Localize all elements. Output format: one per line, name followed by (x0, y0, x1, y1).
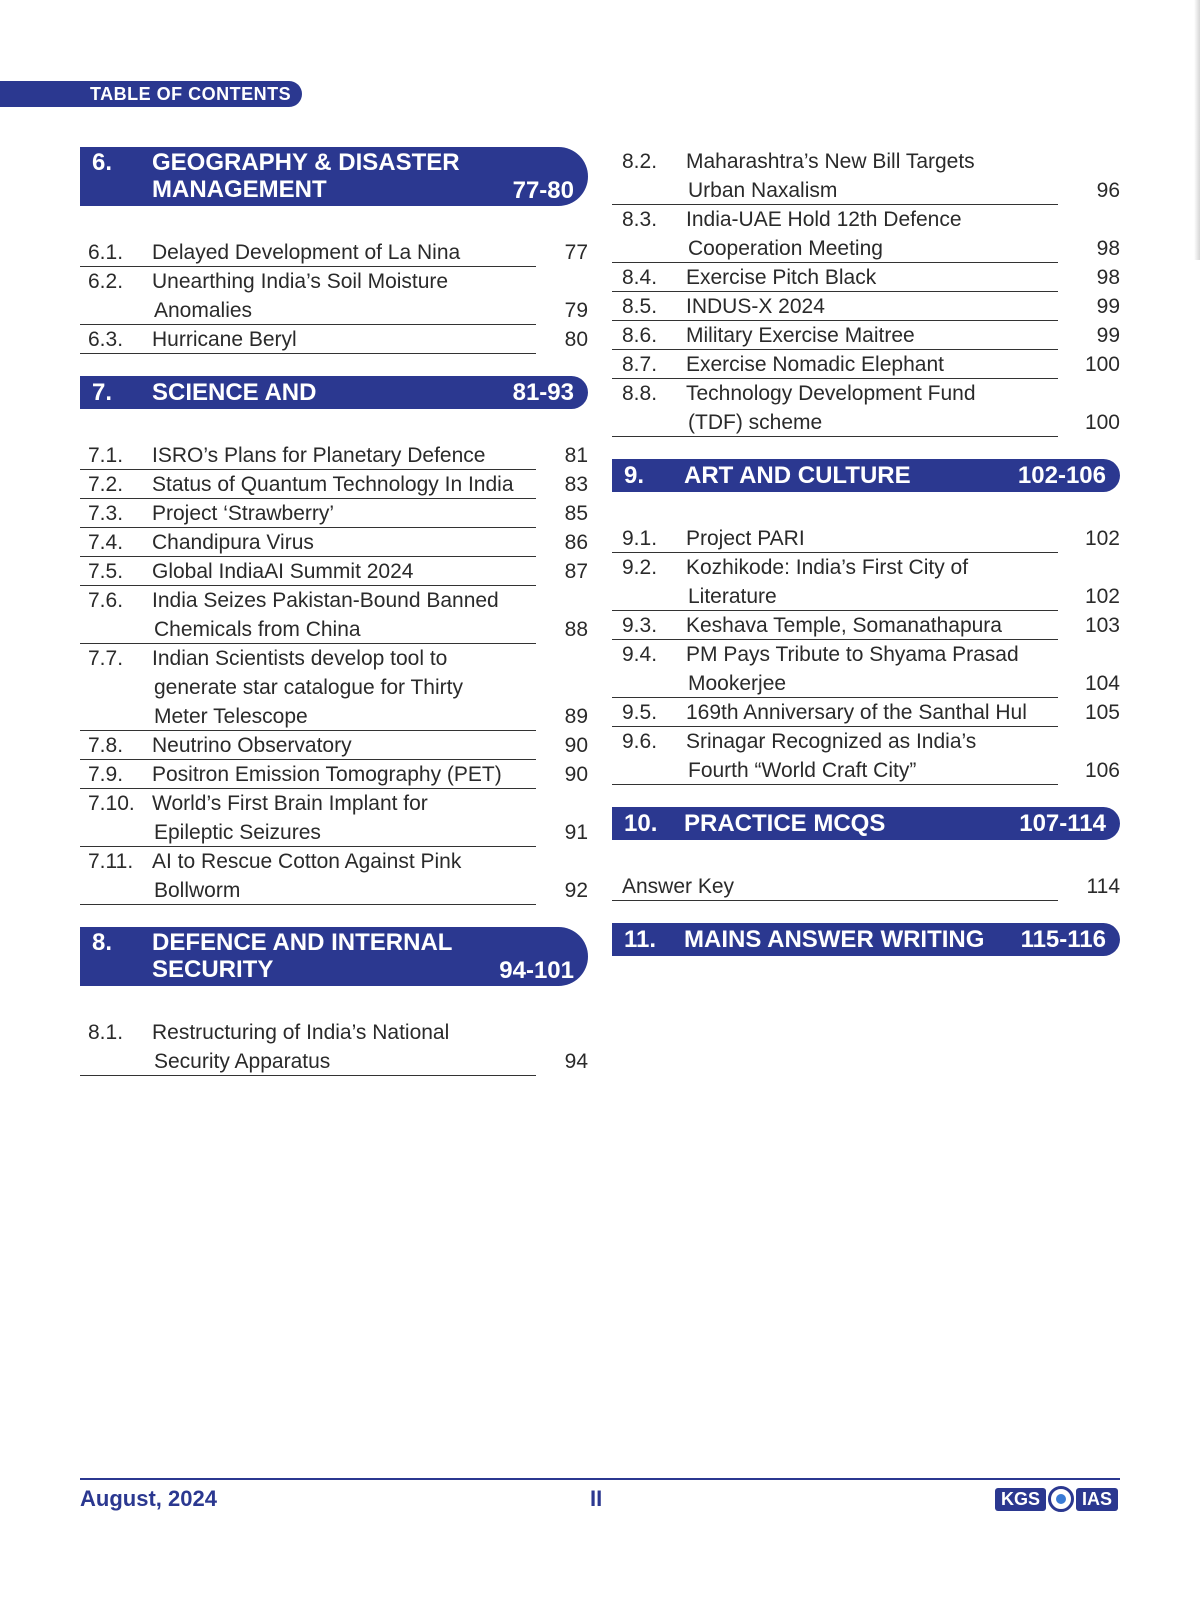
section-number: 11. (624, 926, 657, 953)
entry-page: 94 (564, 1050, 588, 1073)
section-7-entries (80, 441, 588, 905)
toc-entry-8-1[interactable] (80, 1018, 588, 1076)
entry-title: Answer Key (622, 875, 735, 898)
toc-entry-6-3[interactable] (80, 325, 588, 354)
entry-title: Military Exercise Maitree (686, 324, 915, 347)
entry-number: 8.3. (622, 208, 658, 231)
entry-title: Chandipura Virus (152, 531, 314, 554)
entry-title: Status of Quantum Technology In India (152, 473, 514, 496)
entry-title: ISRO’s Plans for Planetary Defence (152, 444, 486, 467)
section-page-range: 81-93 (512, 379, 574, 406)
entry-title: World’s First Brain Implant for (152, 792, 428, 815)
entry-number: 7.3. (88, 502, 124, 525)
entry-title-cont: Meter Telescope (154, 705, 308, 728)
entry-page: 100 (1084, 353, 1120, 376)
entry-title: Exercise Nomadic Elephant (686, 353, 944, 376)
toc-entry-7-4[interactable] (80, 528, 588, 557)
entry-page: 99 (1096, 324, 1120, 347)
section-6-entries (80, 238, 588, 354)
entry-page: 81 (564, 444, 588, 467)
entry-page: 105 (1084, 701, 1120, 724)
entry-page: 85 (564, 502, 588, 525)
entry-title: Exercise Pitch Black (686, 266, 877, 289)
entry-page: 104 (1084, 672, 1120, 695)
entry-title: PM Pays Tribute to Shyama Prasad (686, 643, 1019, 666)
entry-number: 7.1. (88, 444, 124, 467)
entry-number: 8.7. (622, 353, 658, 376)
entry-title-cont: generate star catalogue for Thirty (154, 676, 463, 699)
globe-icon (1048, 1486, 1074, 1512)
entry-page: 89 (564, 705, 588, 728)
entry-number: 8.1. (88, 1021, 124, 1044)
entry-number: 6.1. (88, 241, 124, 264)
entry-rule (612, 900, 1058, 901)
entry-number: 8.4. (622, 266, 658, 289)
section-header-10[interactable] (612, 807, 1120, 840)
section-title: PRACTICE MCQS (684, 810, 886, 837)
toc-entry-6-2[interactable] (80, 267, 588, 325)
entry-page: 96 (1096, 179, 1120, 202)
entry-rule (80, 1075, 536, 1076)
entry-title: Unearthing India’s Soil Moisture (152, 270, 449, 293)
section-title: ART AND CULTURE (684, 462, 911, 489)
entry-title: Indian Scientists develop tool to (152, 647, 448, 670)
section-8-entries (80, 1018, 588, 1076)
section-number: 9. (624, 462, 645, 489)
toc-entry-8-7[interactable] (612, 350, 1120, 379)
entry-number: 7.6. (88, 589, 124, 612)
entry-title: Hurricane Beryl (152, 328, 297, 351)
entry-rule (80, 353, 536, 354)
entry-page: 87 (564, 560, 588, 583)
section-title: MAINS ANSWER WRITING (684, 926, 985, 953)
entry-page: 98 (1096, 237, 1120, 260)
entry-number: 7.2. (88, 473, 124, 496)
entry-page: 98 (1096, 266, 1120, 289)
page-edge-shadow (1194, 0, 1200, 260)
entry-rule (80, 904, 536, 905)
toc-entry-9-5[interactable] (612, 698, 1120, 727)
entry-title: 169th Anniversary of the Santhal Hul (686, 701, 1027, 724)
entry-title: INDUS-X 2024 (686, 295, 825, 318)
right-column (612, 147, 1120, 956)
entry-number: 8.2. (622, 150, 658, 173)
toc-entry-8-2[interactable] (612, 147, 1120, 205)
toc-entry-8-4[interactable] (612, 263, 1120, 292)
entry-page: 86 (564, 531, 588, 554)
entry-title-cont: Epileptic Seizures (154, 821, 321, 844)
entry-number: 9.3. (622, 614, 658, 637)
entry-number: 7.10. (88, 792, 135, 815)
entry-page: 80 (564, 328, 588, 351)
toc-entry-7-8[interactable] (80, 731, 588, 760)
section-page-range: 115-116 (1020, 926, 1106, 953)
entry-title: Project ‘Strawberry’ (152, 502, 335, 525)
entry-page: 100 (1084, 411, 1120, 434)
entry-page: 79 (564, 299, 588, 322)
section-number: 10. (624, 810, 658, 837)
entry-title: AI to Rescue Cotton Against Pink (152, 850, 462, 873)
footer-divider (80, 1478, 1120, 1480)
entry-number: 9.2. (622, 556, 658, 579)
section-title: GEOGRAPHY & DISASTER MANAGEMENT (152, 149, 460, 203)
entry-number: 8.6. (622, 324, 658, 347)
entry-number: 9.4. (622, 643, 658, 666)
entry-number: 6.2. (88, 270, 124, 293)
entry-page: 106 (1084, 759, 1120, 782)
section-number: 7. (92, 379, 113, 406)
entry-number: 8.5. (622, 295, 658, 318)
footer-page-number: II (590, 1486, 603, 1511)
entry-page: 102 (1084, 585, 1120, 608)
entry-title-cont: Literature (688, 585, 777, 608)
entry-title: Neutrino Observatory (152, 734, 352, 757)
toc-entry-8-6[interactable] (612, 321, 1120, 350)
entry-rule (612, 784, 1058, 785)
entry-number: 7.7. (88, 647, 124, 670)
toc-entry-7-2[interactable] (80, 470, 588, 499)
section-header-11[interactable] (612, 923, 1120, 956)
section-title: SCIENCE AND TECHNOLOGY (152, 379, 322, 435)
entry-page: 77 (564, 241, 588, 264)
entry-title-cont: Fourth “World Craft City” (688, 759, 917, 782)
entry-title-cont: Chemicals from China (154, 618, 361, 641)
toc-entry-7-6[interactable] (80, 586, 588, 644)
section-header-7[interactable] (80, 376, 588, 435)
entry-number: 7.11. (88, 850, 134, 873)
section-number: 8. (92, 929, 113, 956)
entry-title: Global IndiaAI Summit 2024 (152, 560, 414, 583)
section-page-range: 107-114 (1019, 810, 1106, 837)
entry-title-cont: Urban Naxalism (688, 179, 838, 202)
entry-title-cont: (TDF) scheme (688, 411, 823, 434)
entry-number: 9.6. (622, 730, 658, 753)
toc-entry-9-2[interactable] (612, 553, 1120, 611)
toc-entry-7-11[interactable] (80, 847, 588, 905)
entry-title: Srinagar Recognized as India’s (686, 730, 977, 753)
toc-entry-9-4[interactable] (612, 640, 1120, 698)
toc-entry-7-1[interactable] (80, 441, 588, 470)
entry-page: 114 (1086, 875, 1120, 898)
entry-number: 6.3. (88, 328, 124, 351)
section-10-entries (612, 872, 1120, 901)
entry-page: 91 (564, 821, 588, 844)
entry-page: 99 (1096, 295, 1120, 318)
section-header-9[interactable] (612, 459, 1120, 492)
entry-title: Delayed Development of La Nina (152, 241, 461, 264)
entry-number: 7.9. (88, 763, 124, 786)
toc-entry-8-8[interactable] (612, 379, 1120, 437)
entry-rule (612, 436, 1058, 437)
entry-page: 88 (564, 618, 588, 641)
entry-page: 83 (564, 473, 588, 496)
entry-number: 9.5. (622, 701, 658, 724)
toc-entry-7-3[interactable] (80, 499, 588, 528)
section-9-entries (612, 524, 1120, 785)
toc-entry-7-5[interactable] (80, 557, 588, 586)
toc-entry-6-1[interactable] (80, 238, 588, 267)
entry-page: 102 (1084, 527, 1120, 550)
toc-entry-9-6[interactable] (612, 727, 1120, 785)
entry-title: Technology Development Fund (686, 382, 976, 405)
left-column (80, 147, 588, 1076)
footer-date: August, 2024 (80, 1486, 217, 1511)
toc-entry-7-7[interactable] (80, 644, 588, 731)
section-title: DEFENCE AND INTERNAL SECURITY (152, 929, 453, 983)
entry-page: 103 (1084, 614, 1120, 637)
logo-right-text: IAS (1076, 1488, 1118, 1511)
section-page-range: 94-101 (499, 957, 574, 984)
kgs-ias-logo (995, 1486, 1118, 1512)
entry-number: 9.1. (622, 527, 658, 550)
entry-title: India Seizes Pakistan-Bound Banned (152, 589, 499, 612)
entry-title: India-UAE Hold 12th Defence (686, 208, 962, 231)
entry-title: Positron Emission Tomography (PET) (152, 763, 502, 786)
entry-title: Kozhikode: India’s First City of (686, 556, 969, 579)
entry-title-cont: Bollworm (154, 879, 241, 902)
toc-entry-9-1[interactable] (612, 524, 1120, 553)
entry-title: Keshava Temple, Somanathapura (686, 614, 1002, 637)
entry-page: 90 (564, 763, 588, 786)
entry-title: Restructuring of India’s National (152, 1021, 450, 1044)
section-page-range: 102-106 (1017, 462, 1106, 489)
toc-entry-answer-key[interactable] (612, 872, 1120, 901)
toc-entry-9-3[interactable] (612, 611, 1120, 640)
entry-page: 92 (564, 879, 588, 902)
section-page-range: 77-80 (512, 177, 574, 204)
entry-title-cont: Security Apparatus (154, 1050, 331, 1073)
toc-entry-7-10[interactable] (80, 789, 588, 847)
section-number: 6. (92, 149, 113, 176)
logo-left-text: KGS (995, 1488, 1046, 1511)
section-header-8[interactable] (80, 927, 588, 986)
table-of-contents-tab: TABLE OF CONTENTS (0, 81, 302, 107)
entry-number: 7.8. (88, 734, 124, 757)
entry-number: 8.8. (622, 382, 658, 405)
entry-title: Project PARI (686, 527, 805, 550)
toc-entry-8-5[interactable] (612, 292, 1120, 321)
entry-page: 90 (564, 734, 588, 757)
toc-entry-8-3[interactable] (612, 205, 1120, 263)
toc-entry-7-9[interactable] (80, 760, 588, 789)
entry-title-cont: Cooperation Meeting (688, 237, 883, 260)
section-8-continued-entries (612, 147, 1120, 437)
entry-number: 7.5. (88, 560, 124, 583)
entry-title: Maharashtra’s New Bill Targets (686, 150, 975, 173)
entry-title-cont: Anomalies (154, 299, 253, 322)
entry-number: 7.4. (88, 531, 124, 554)
section-header-6[interactable] (80, 147, 588, 206)
entry-title-cont: Mookerjee (688, 672, 787, 695)
